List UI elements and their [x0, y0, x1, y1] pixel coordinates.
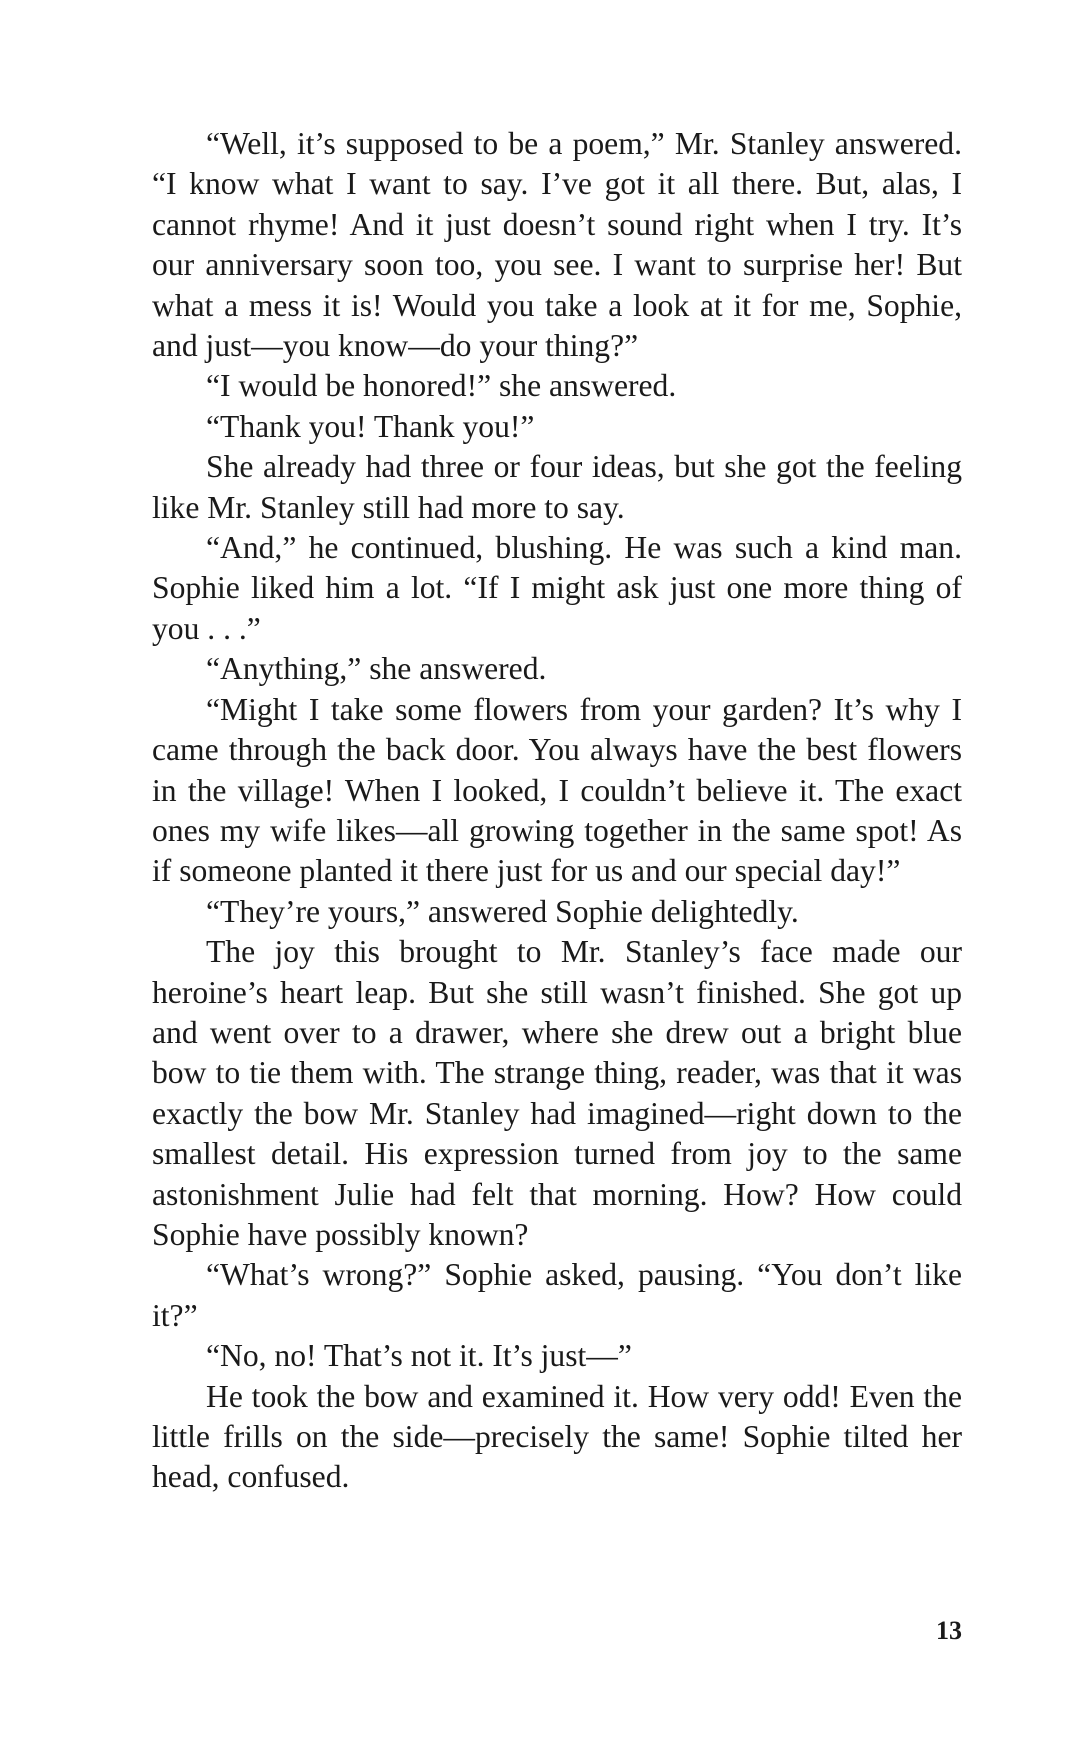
paragraph: “No, no! That’s not it. It’s just—”	[206, 1338, 632, 1374]
body-text	[152, 124, 962, 1498]
paragraph: “What’s wrong?” Sophie asked, pausing. “You don’t like it?”	[152, 1257, 962, 1333]
paragraph: The joy this brought to Mr. Stanley’s face made our heroine’s heart leap. But she still wasn’t finished. She got up and went over to a drawer, where she drew out a bright blue bow to tie them with. The strange thing, reader, was that it was exactly the bow Mr. Stanley had imagined—right down to the smallest detail. His expression turned from joy to the same astonishment Julie had felt that morning. How? How could Sophie have possibly known?	[152, 934, 962, 1252]
paragraph: “Might I take some flowers from your garden? It’s why I came through the back door. You always have the best flowers in the village! When I looked, I couldn’t believe it. The exact ones my wife likes—all growing together in the same spot! As if someone planted it there just for us and our special day!”	[152, 691, 962, 889]
paragraph: “They’re yours,” answered Sophie delightedly.	[206, 893, 799, 929]
paragraph: She already had three or four ideas, but she got the feeling like Mr. Stanley still had more to say.	[152, 449, 962, 525]
paragraph: He took the bow and examined it. How very odd! Even the little frills on the side—precisely the same! Sophie tilted her head, confused.	[152, 1378, 962, 1495]
paragraph: “Well, it’s supposed to be a poem,” Mr. Stanley answered. “I know what I want to say. I’ve got it all there. But, alas, I cannot rhyme! And it just doesn’t sound right when I try. It’s our anniversary soon too, you see. I want to surprise her! But what a mess it is! Would you take a look at it for me, Sophie, and just—you know—do your thing?”	[152, 126, 962, 364]
paragraph: “I would be honored!” she answered.	[206, 368, 677, 404]
paragraph: “And,” he continued, blushing. He was such a kind man. Sophie liked him a lot. “If I might ask just one more thing of you . . .”	[152, 530, 962, 646]
paragraph: “Thank you! Thank you!”	[206, 408, 535, 444]
paragraph: “Anything,” she answered.	[206, 651, 547, 687]
page-number: 13	[936, 1616, 962, 1645]
